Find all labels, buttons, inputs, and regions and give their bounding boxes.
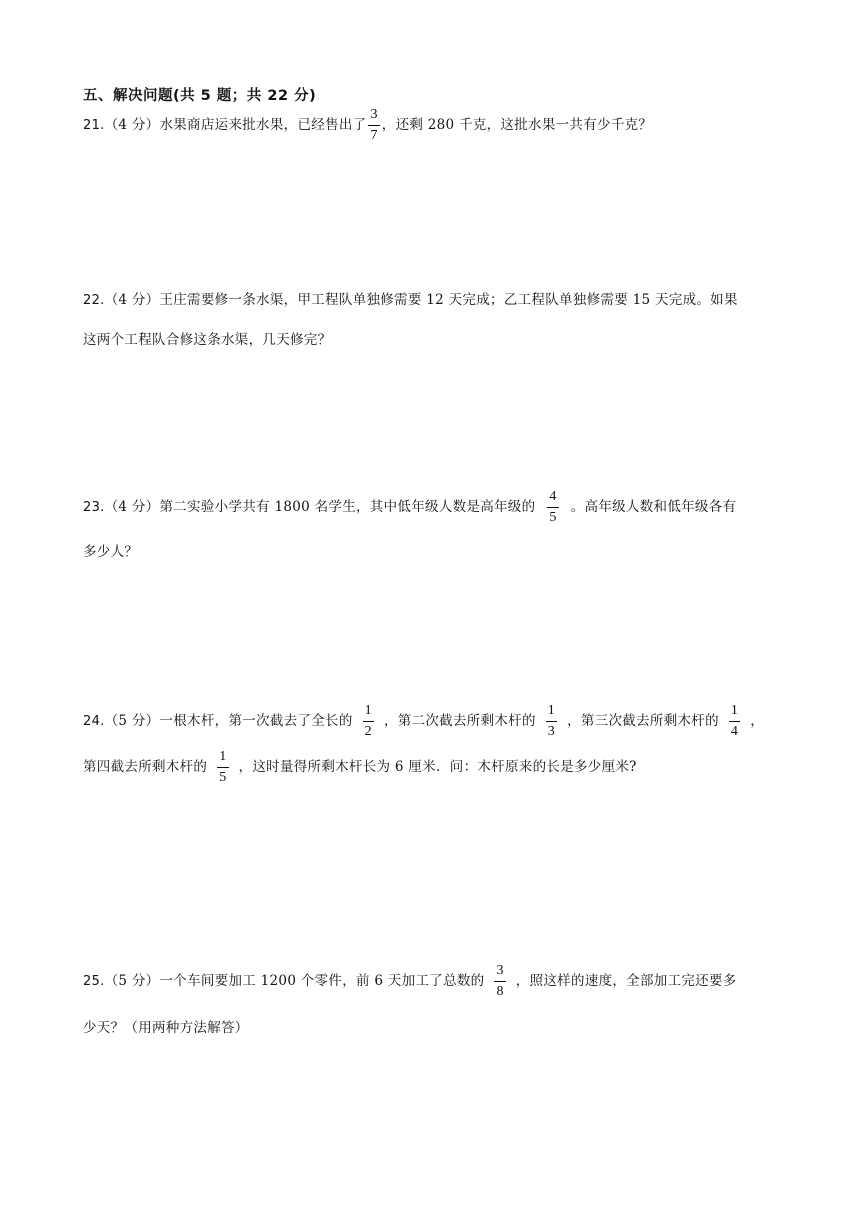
- question-text: （4 分）第二实验小学共有 1800 名学生，其中低年级人数是高年级的: [104, 499, 536, 515]
- question-number: 21.: [83, 118, 105, 133]
- question-text: 少天？（用两种方法解答）: [83, 1020, 249, 1036]
- question-number: 25.: [83, 974, 105, 989]
- question-text: ，第三次截去所剩木杆的: [567, 713, 719, 729]
- question-text: 多少人？: [83, 544, 139, 560]
- question-text: 第四截去所剩木杆的: [83, 759, 208, 775]
- fraction-numerator: 3: [368, 108, 379, 126]
- fraction-denominator: 7: [370, 128, 378, 143]
- fraction-numerator: 1: [363, 704, 374, 722]
- fraction-denominator: 2: [364, 724, 372, 739]
- question-25-line-1: [83, 964, 737, 999]
- question-22-line-2: [83, 328, 331, 348]
- question-text: （5 分）一根木杆，第一次截去了全长的: [104, 713, 353, 729]
- fraction-denominator: 5: [549, 510, 557, 525]
- fraction: [547, 490, 558, 525]
- question-text: ，还剩 280 千克，这批水果一共有少千克？: [381, 117, 653, 133]
- fraction: [729, 704, 740, 739]
- question-text: ，这时量得所剩木杆长为 6 厘米．问：木杆原来的长是多少厘米?: [238, 759, 637, 775]
- question-text: 这两个工程队合修这条水渠，几天修完？: [83, 332, 332, 348]
- question-24-line-2: [83, 750, 637, 785]
- fraction: [494, 964, 505, 999]
- question-24-line-1: [83, 704, 764, 739]
- fraction: [368, 108, 379, 143]
- question-number: 23.: [83, 500, 105, 515]
- question-23-line-2: [83, 540, 138, 560]
- question-text: （5 分）一个车间要加工 1200 个零件，前 6 天加工了总数的: [104, 973, 485, 989]
- fraction-denominator: 8: [496, 984, 504, 999]
- question-text: 。高年级人数和低年级各有: [570, 499, 737, 515]
- fraction: [217, 750, 228, 785]
- fraction: [546, 704, 557, 739]
- question-number: 24.: [83, 714, 105, 729]
- question-text: （4 分）王庄需要修一条水渠，甲工程队单独修需要 12 天完成；乙工程队单独修需要 15 天完成。如果: [104, 292, 738, 308]
- question-21-line-1: [83, 108, 652, 143]
- fraction-numerator: 1: [729, 704, 740, 722]
- question-23-line-1: [83, 490, 736, 525]
- question-text: ，第二次截去所剩木杆的: [383, 713, 536, 729]
- section-title: 五、解决问题(共 5 题；共 22 分): [83, 88, 317, 104]
- fraction: [363, 704, 374, 739]
- fraction-denominator: 5: [219, 770, 227, 785]
- question-text: ，: [750, 713, 765, 729]
- fraction-denominator: 4: [730, 724, 739, 739]
- question-number: 22.: [83, 293, 105, 308]
- fraction-numerator: 1: [546, 704, 557, 722]
- fraction-numerator: 3: [494, 964, 505, 982]
- fraction-numerator: 1: [217, 750, 228, 768]
- question-text: （4 分）水果商店运来批水果，已经售出了: [104, 117, 367, 133]
- question-text: ，照这样的速度，全部加工完还要多: [515, 973, 737, 989]
- fraction-numerator: 4: [547, 490, 558, 508]
- fraction-denominator: 3: [547, 724, 556, 739]
- question-22-line-1: [83, 288, 738, 308]
- question-25-line-2: [83, 1016, 249, 1036]
